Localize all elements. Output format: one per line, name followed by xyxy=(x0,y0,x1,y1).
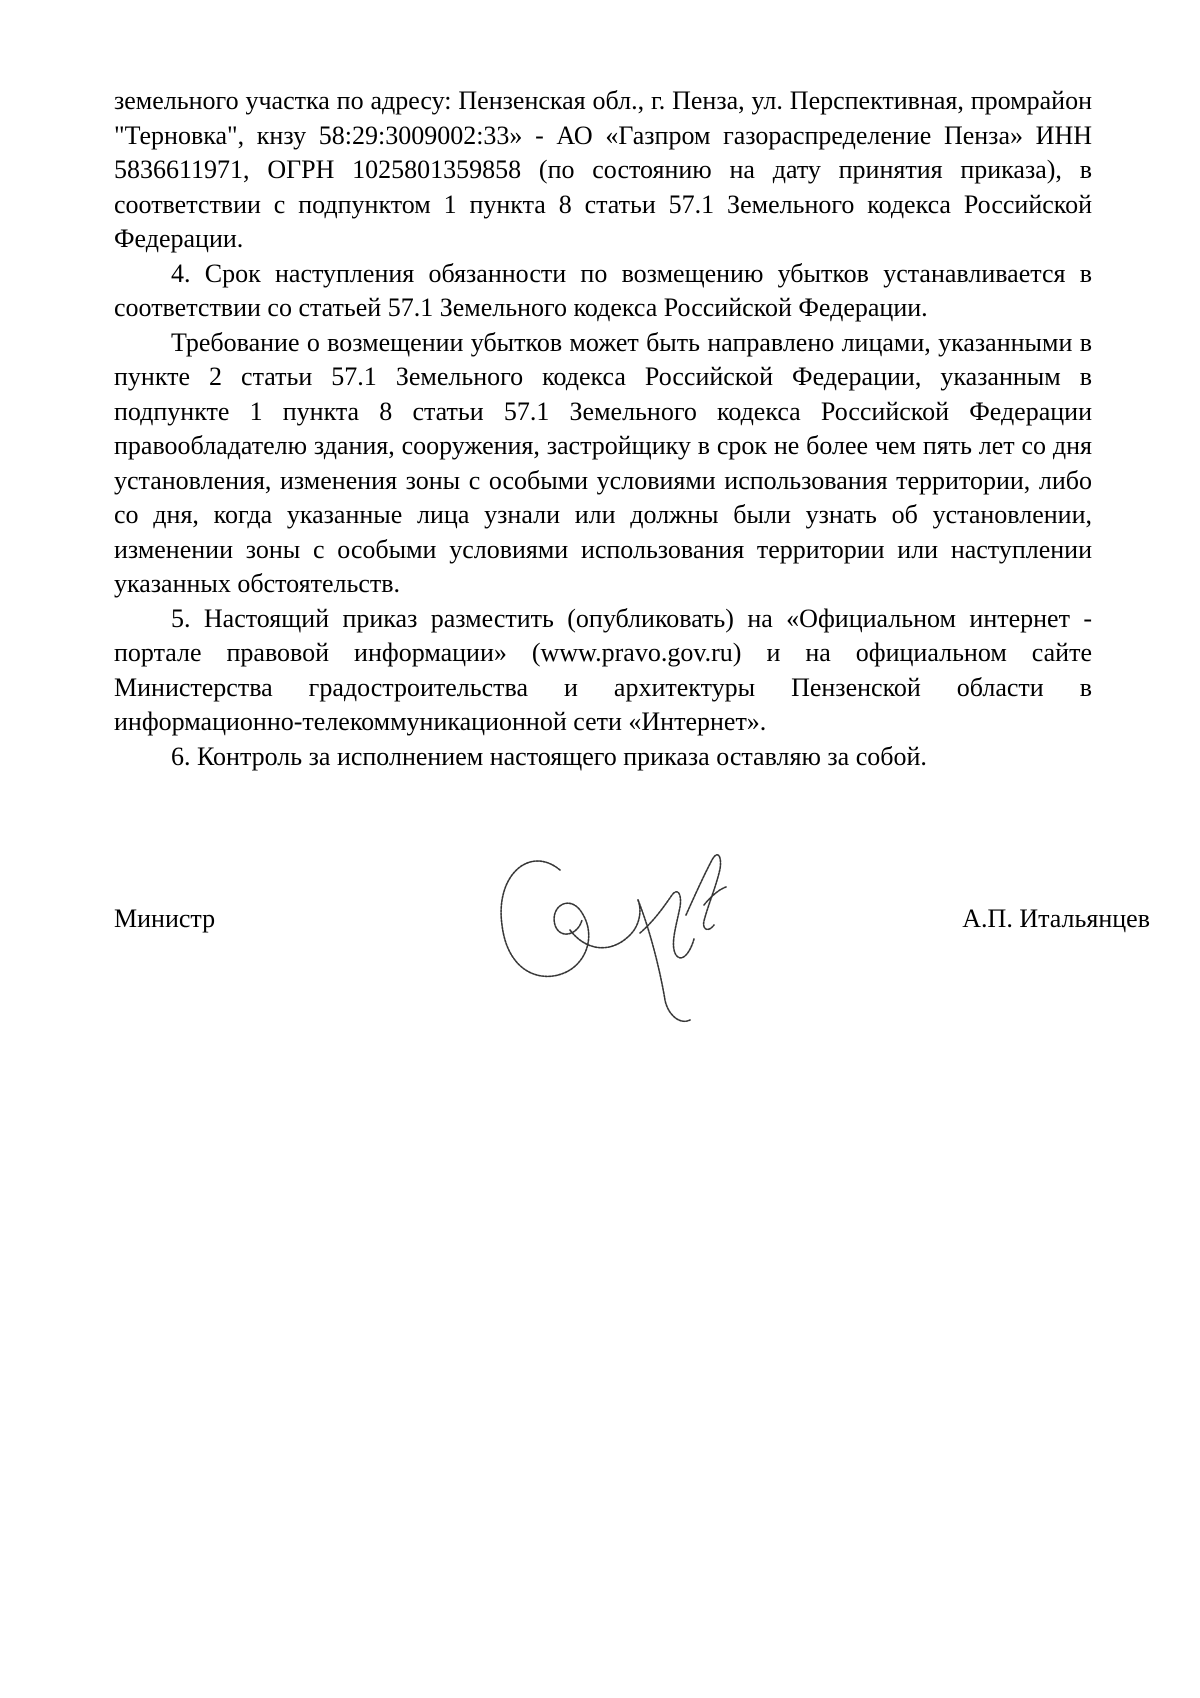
signatory-name: А.П. Итальянцев xyxy=(962,904,1150,933)
paragraph-continuation: земельного участка по адресу: Пензенская обл., г. Пенза, ул. Перспективная, промрайон "Терновка", кнзу 58:29:3009002:33» - АО «Газпром газораспределение Пенза» ИНН 5836611971, ОГРН 1025801359858 (по состоянию на дату принятия приказа), в соответствии с подпунктом 1 пункта 8 статьи 57.1 Земельного кодекса Российской Федерации. xyxy=(114,86,1092,253)
paragraph-item-4: 4. Срок наступления обязанности по возмещению убытков устанавливается в соответствии со статьей 57.1 Земельного кодекса Российской Федерации. xyxy=(114,258,1092,322)
paragraph-item-6: 6. Контроль за исполнением настоящего приказа оставляю за собой. xyxy=(171,741,927,771)
paragraph-damages-claim: Требование о возмещении убытков может быть направлено лицами, указанными в пункте 2 статьи 57.1 Земельного кодекса Российской Федерации, указанным в подпункте 1 пункта 8 статьи 57.1 Земельного кодекса Российской Федерации правообладателю здания, сооружения, застройщику в срок не более чем пять лет со дня установления, изменения зоны с особыми условиями использования территории, либо со дня, когда указанные лица узнали или должны были узнать об установлении, изменении зоны с особыми условиями использования территории или наступлении указанных обстоятельств. xyxy=(114,327,1092,598)
document-body xyxy=(114,84,1092,774)
signatory-position: Министр xyxy=(114,904,216,933)
handwritten-signature xyxy=(490,835,770,1025)
paragraph-item-5: 5. Настоящий приказ разместить (опубликовать) на «Официальном интернет - портале правовой информации» (www.pravo.gov.ru) и на официальном сайте Министерства градостроительства и архитектуры Пензенской области в информационно-телекоммуникационной сети «Интернет». xyxy=(114,603,1092,736)
